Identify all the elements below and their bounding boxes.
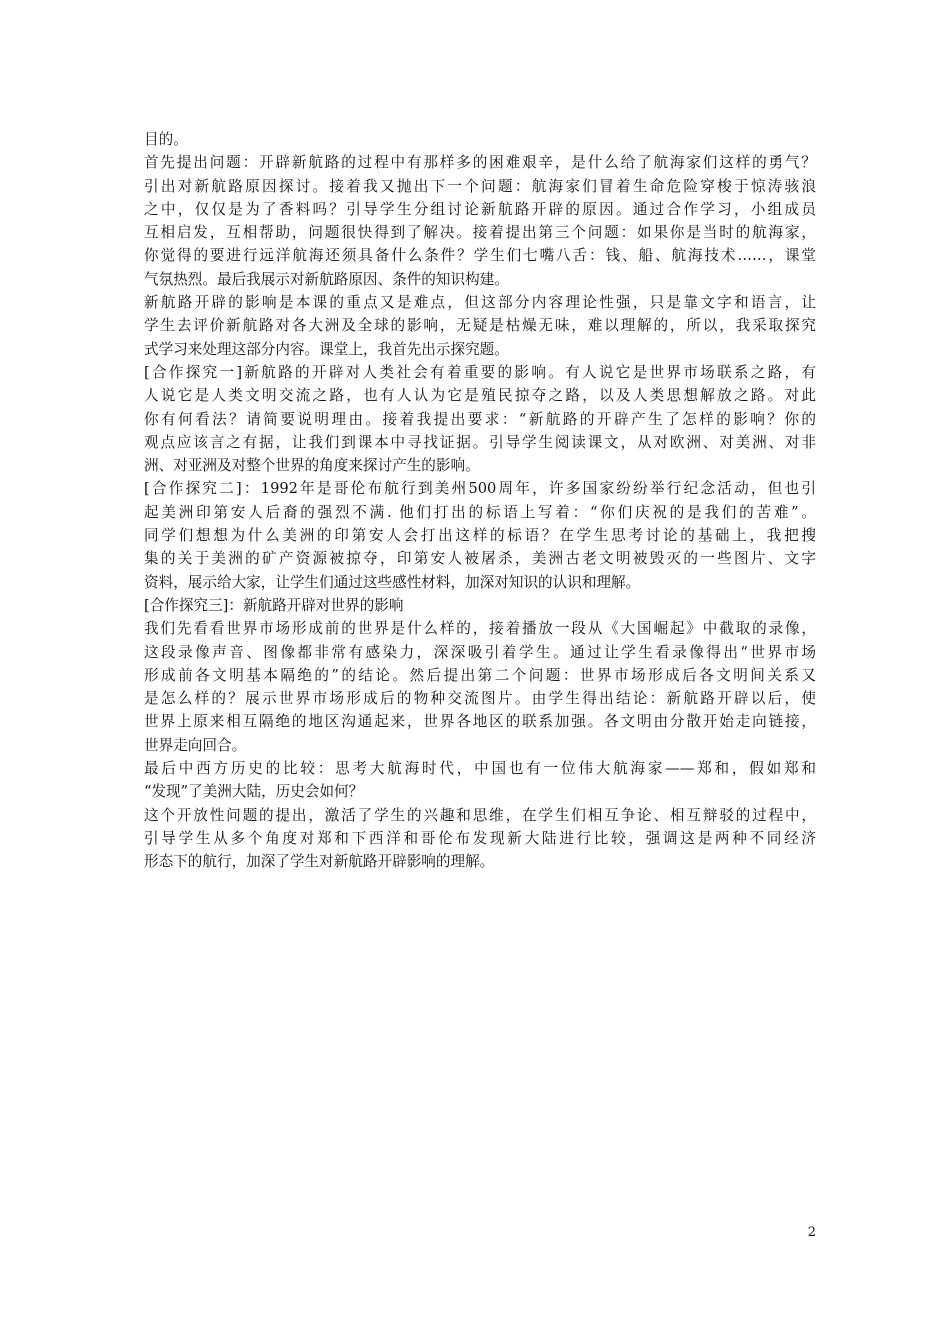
text-line: [合作探究二]：1992年是哥伦布航行到美州500周年，许多国家纷纷举行纪念活动，但也引 xyxy=(144,480,816,498)
text-line: 新航路开辟的影响是本课的重点又是难点，但这部分内容理论性强，只是靠文字和语言，让 xyxy=(144,294,816,312)
text-line: 形成前各文明基本隔绝的”的结论。然后提出第二个问题：世界市场形成后各文明间关系又 xyxy=(144,666,816,684)
text-line: 你觉得的要进行远洋航海还须具备什么条件？学生们七嘴八舌：钱、船、航海技术……，课堂 xyxy=(144,247,816,265)
text-line: 学生去评价新航路对各大洲及全球的影响，无疑是枯燥无味，难以理解的，所以，我采取探究 xyxy=(144,317,816,335)
text-line: 形态下的航行，加深了学生对新航路开辟影响的理解。 xyxy=(144,853,495,871)
text-line: 互相启发，互相帮助，问题很快得到了解决。接着提出第三个问题：如果你是当时的航海家， xyxy=(144,224,816,242)
page-number: 2 xyxy=(807,1225,816,1240)
text-line: 世界上原来相互隔绝的地区沟通起来，世界各地区的联系加强。各文明由分散开始走向链接， xyxy=(144,713,816,731)
text-line: 集的关于美洲的矿产资源被掠夺，印第安人被屠杀，美洲古老文明被毁灭的一些图片、文字 xyxy=(144,550,816,568)
text-line: 首先提出问题：开辟新航路的过程中有那样多的困难艰辛，是什么给了航海家们这样的勇气？ xyxy=(144,154,816,172)
text-line: 观点应该言之有据，让我们到课本中寻找证据。引导学生阅读课文，从对欧洲、对美洲、对非 xyxy=(144,433,816,451)
text-line: 式学习来处理这部分内容。课堂上，我首先出示探究题。 xyxy=(144,340,509,358)
text-line: 同学们想想为什么美洲的印第安人会打出这样的标语？在学生思考讨论的基础上，我把搜 xyxy=(144,527,816,545)
text-line: 引出对新航路原因探讨。接着我又抛出下一个问题：航海家们冒着生命危险穿梭于惊涛骇浪 xyxy=(144,177,816,195)
body-text xyxy=(144,128,816,874)
text-line: 世界走向回合。 xyxy=(144,736,247,754)
text-line: 洲、对亚洲及对整个世界的角度来探讨产生的影响。 xyxy=(144,457,480,475)
text-line: 引导学生从多个角度对郑和下西洋和哥伦布发现新大陆进行比较，强调这是两种不同经济 xyxy=(144,829,816,847)
text-line: 是怎么样的？展示世界市场形成后的物种交流图片。由学生得出结论：新航路开辟以后，使 xyxy=(144,690,816,708)
text-line: 目的。 xyxy=(144,131,188,148)
text-line: 人说它是人类文明交流之路，也有人认为它是殖民掠夺之路，以及人类思想解放之路。对此 xyxy=(144,387,816,405)
text-line: “发现”了美洲大陆，历史会如何？ xyxy=(144,783,364,801)
text-line: 这个开放性问题的提出，激活了学生的兴趣和思维，在学生们相互争论、相互辩驳的过程中， xyxy=(144,806,816,824)
text-line: 最后中西方历史的比较：思考大航海时代，中国也有一位伟大航海家——郑和，假如郑和 xyxy=(144,760,816,778)
text-line: 资料，展示给大家，让学生们通过这些感性材料，加深对知识的认识和理解。 xyxy=(144,573,641,591)
text-line: [合作探究三]：新航路开辟对世界的影响 xyxy=(144,596,404,614)
text-line: 你有何看法？请简要说明理由。接着我提出要求：“新航路的开辟产生了怎样的影响？你的 xyxy=(144,410,816,428)
text-line: 气氛热烈。最后我展示对新航路原因、条件的知识构建。 xyxy=(144,270,509,288)
text-line: [合作探究一]新航路的开辟对人类社会有着重要的影响。有人说它是世界市场联系之路，有 xyxy=(144,363,816,381)
text-line: 起美洲印第安人后裔的强烈不满. 他们打出的标语上写着：“你们庆祝的是我们的苦难”。 xyxy=(144,503,816,521)
text-line: 之中，仅仅是为了香料吗？引导学生分组讨论新航路开辟的原因。通过合作学习，小组成员 xyxy=(144,200,816,218)
text-line: 我们先看看世界市场形成前的世界是什么样的，接着播放一段从《大国崛起》中截取的录像， xyxy=(144,620,816,638)
text-line: 这段录像声音、图像都非常有感染力，深深吸引着学生。通过让学生看录像得出“世界市场 xyxy=(144,643,816,661)
